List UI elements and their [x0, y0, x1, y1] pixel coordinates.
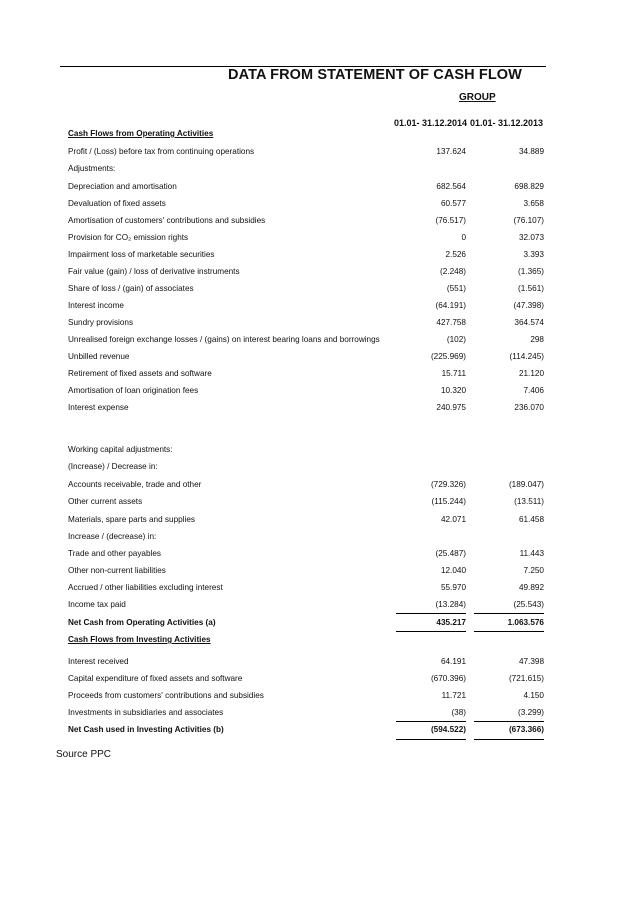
table-row: [68, 315, 546, 331]
row-label: Net Cash used in Investing Activities (b): [68, 725, 224, 734]
table-row: [68, 179, 546, 195]
value-2013: (25.543): [513, 600, 544, 609]
value-2013: (114.245): [509, 352, 544, 361]
table-row: [68, 332, 546, 348]
row-label: Interest expense: [68, 403, 129, 412]
row-label: Share of loss / (gain) of associates: [68, 284, 194, 293]
row-label: Adjustments:: [68, 164, 116, 173]
row-label: Materials, spare parts and supplies: [68, 515, 195, 524]
row-label: Proceeds from customers' contributions and subsidies: [68, 691, 264, 700]
row-label: Devaluation of fixed assets: [68, 199, 166, 208]
row-label: (Increase) / Decrease in:: [68, 462, 158, 471]
value-2014: 435.217: [436, 618, 466, 627]
row-label: Other current assets: [68, 497, 143, 506]
value-2014: 64.191: [440, 657, 466, 666]
table-row: [68, 400, 546, 416]
value-2014: (25.487): [435, 549, 466, 558]
value-2013: 698.829: [514, 182, 544, 191]
value-2013: 61.458: [518, 515, 544, 524]
table-row: [68, 477, 546, 493]
section-heading-operating: [68, 126, 546, 142]
row-label: Trade and other payables: [68, 549, 162, 558]
value-2014: 137.624: [436, 147, 466, 156]
value-2013: 7.250: [523, 566, 544, 575]
subtotal-rule-2013: [474, 613, 544, 614]
total-row-investing: [68, 722, 546, 738]
row-label: Unrealised foreign exchange losses / (gains) on interest bearing loans and borrowings: [68, 335, 380, 344]
value-2014: 42.071: [440, 515, 466, 524]
value-2013: 11.443: [519, 549, 544, 558]
value-2014: 427.758: [436, 318, 466, 327]
row-label: Other non-current liabilities: [68, 566, 166, 575]
row-label: Working capital adjustments:: [68, 445, 173, 454]
table-row: [68, 580, 546, 596]
table-row: [68, 383, 546, 399]
value-2013: 236.070: [514, 403, 544, 412]
value-2014: 12.040: [440, 566, 466, 575]
row-label: Depreciation and amortisation: [68, 182, 177, 191]
table-row: [68, 512, 546, 528]
table-row: [68, 529, 546, 545]
table-row: [68, 597, 546, 613]
row-label: Increase / (decrease) in:: [68, 532, 157, 541]
subtotal-rule-2014: [396, 613, 466, 614]
value-2013: 364.574: [514, 318, 544, 327]
table-row: [68, 688, 546, 704]
row-label: Income tax paid: [68, 600, 126, 609]
row-label: Interest received: [68, 657, 129, 666]
value-2014: 0: [461, 233, 466, 242]
value-2013: (76.107): [513, 216, 544, 225]
source-note: Source PPC: [56, 749, 112, 760]
table-row: [68, 563, 546, 579]
value-2013: 4.150: [523, 691, 544, 700]
row-label: Net Cash from Operating Activities (a): [68, 618, 216, 627]
value-2014: 10.320: [440, 386, 466, 395]
value-2014: (64.191): [435, 301, 466, 310]
page-title: DATA FROM STATEMENT OF CASH FLOW: [228, 67, 522, 83]
value-2014: (13.284): [435, 600, 466, 609]
table-row: [68, 366, 546, 382]
table-row: [68, 459, 546, 475]
value-2013: 21.120: [518, 369, 544, 378]
table-row: [68, 654, 546, 670]
value-2014: 11.721: [441, 691, 466, 700]
row-label: Interest income: [68, 301, 124, 310]
value-2014: (115.244): [431, 497, 466, 506]
table-row: [68, 247, 546, 263]
row-label: Capital expenditure of fixed assets and software: [68, 674, 243, 683]
column-header-2013: 01.01- 31.12.2013: [470, 118, 544, 128]
value-2013: (1.561): [518, 284, 544, 293]
table-row: [68, 230, 546, 246]
value-2014: 682.564: [436, 182, 466, 191]
value-2014: (594.522): [430, 725, 466, 734]
total-rule-2014: [396, 739, 466, 740]
table-row: [68, 442, 546, 458]
total-row-operating: [68, 615, 546, 631]
row-label: Provision for CO₂ emission rights: [68, 233, 189, 242]
table-row: [68, 705, 546, 721]
row-label: Retirement of fixed assets and software: [68, 369, 212, 378]
value-2014: 55.970: [440, 583, 466, 592]
value-2013: (47.398): [513, 301, 544, 310]
row-label: Fair value (gain) / loss of derivative instruments: [68, 267, 240, 276]
row-label: Profit / (Loss) before tax from continuing operations: [68, 147, 255, 156]
value-2013: 3.393: [523, 250, 544, 259]
value-2014: (38): [451, 708, 466, 717]
value-2013: 47.398: [518, 657, 544, 666]
value-2013: (13.511): [514, 497, 544, 506]
value-2014: 15.711: [441, 369, 466, 378]
table-row: [68, 281, 546, 297]
value-2014: 2.526: [445, 250, 466, 259]
value-2014: (551): [446, 284, 466, 293]
value-2013: 298: [530, 335, 544, 344]
table-row: [68, 671, 546, 687]
value-2014: (102): [446, 335, 466, 344]
row-label: Amortisation of loan origination fees: [68, 386, 199, 395]
value-2014: 60.577: [440, 199, 466, 208]
column-header-2014: 01.01- 31.12.2014: [394, 118, 468, 128]
value-2013: 1.063.576: [507, 618, 544, 627]
row-label: Cash Flows from Operating Activities: [68, 129, 214, 138]
value-2013: (189.047): [508, 480, 544, 489]
value-2013: (721.615): [508, 674, 544, 683]
row-label: Impairment loss of marketable securities: [68, 250, 215, 259]
value-2014: (76.517): [435, 216, 466, 225]
value-2013: 34.889: [518, 147, 544, 156]
row-label: Accrued / other liabilities excluding interest: [68, 583, 223, 592]
table-row: [68, 161, 546, 177]
table-row: [68, 264, 546, 280]
value-2013: (1.365): [518, 267, 544, 276]
row-label: Unbilled revenue: [68, 352, 130, 361]
value-2013: 3.658: [523, 199, 544, 208]
value-2013: 49.892: [518, 583, 544, 592]
value-2014: (729.326): [430, 480, 466, 489]
table-row: [68, 144, 546, 160]
value-2014: (670.396): [430, 674, 466, 683]
table-row: [68, 196, 546, 212]
table-row: [68, 298, 546, 314]
value-2013: (673.366): [508, 725, 544, 734]
total-rule-2013: [474, 739, 544, 740]
value-2013: 32.073: [518, 233, 544, 242]
value-2014: 240.975: [436, 403, 466, 412]
table-row: [68, 546, 546, 562]
value-2013: 7.406: [523, 386, 544, 395]
group-header: GROUP: [459, 92, 496, 103]
value-2014: (225.969): [430, 352, 466, 361]
row-label: Cash Flows from Investing Activities: [68, 635, 211, 644]
row-label: Investments in subsidiaries and associates: [68, 708, 224, 717]
value-2014: (2.248): [440, 267, 466, 276]
row-label: Accounts receivable, trade and other: [68, 480, 202, 489]
section-heading-investing: [68, 632, 546, 648]
value-2013: (3.299): [518, 708, 544, 717]
row-label: Amortisation of customers' contributions and subsidies: [68, 216, 266, 225]
table-row: [68, 494, 546, 510]
table-row: [68, 213, 546, 229]
row-label: Sundry provisions: [68, 318, 134, 327]
table-row: [68, 349, 546, 365]
